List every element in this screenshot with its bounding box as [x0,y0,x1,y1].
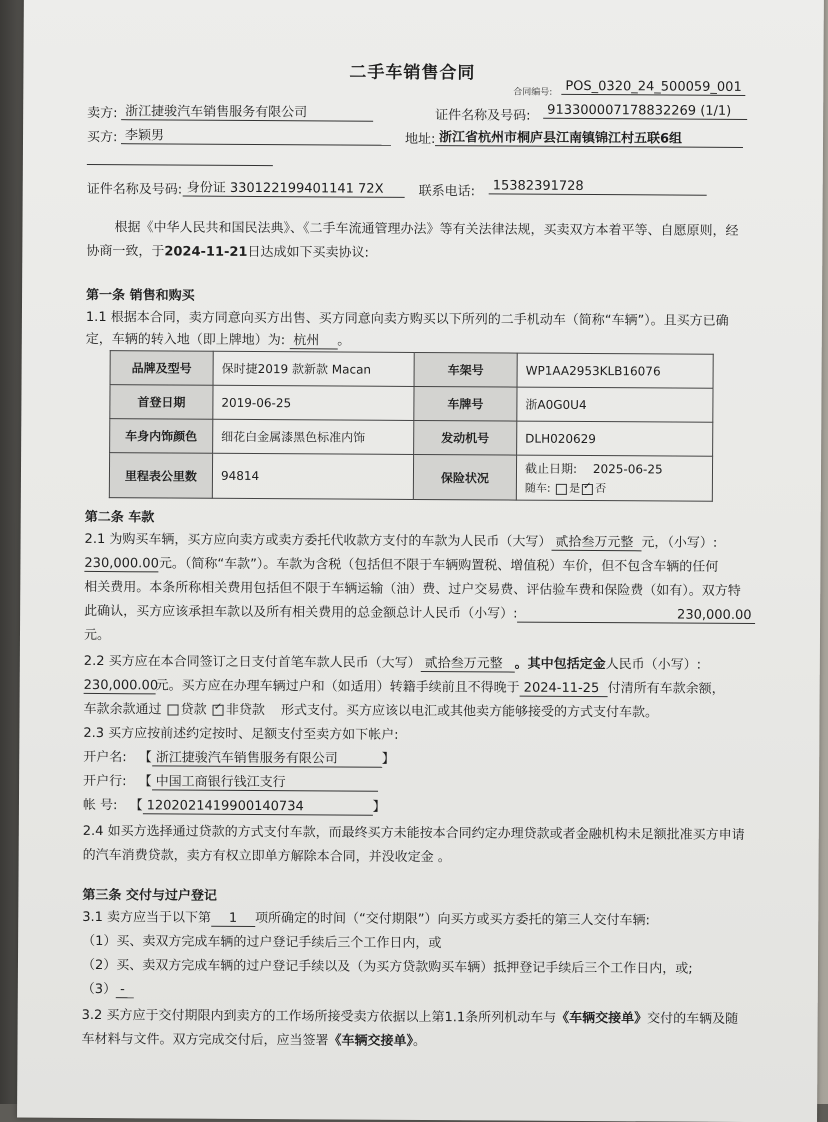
seller-name: 浙江捷骏汽车销售服务有限公司 [121,100,373,122]
plate-value: 浙A0G0U4 [517,387,713,422]
article-1-heading: 第一条 销售和购买 [86,287,195,304]
brand-value: 保时捷2019 款新款 Macan [213,351,414,386]
article-2-p3: 2.3 买方应按前述约定按时、足额支付至卖方如下帐户: [83,725,399,743]
p22-a: 2.2 买方应在本合同签订之日支付首笔车款人民币（大写） [83,653,421,671]
vehicle-info-table [109,350,714,502]
p21-a: 2.1 为购买车辆，买方应向卖方或卖方委托代收款方支付的车款为人民币（大写） [84,531,552,550]
article-2-p4-line1: 2.4 如买方选择通过贷款的方式支付车款，而最终买方未能按本合同约定办理贷款或者金融机构未足额批准买方申请 [82,823,745,843]
engine-value: DLH020629 [517,421,713,456]
handover-doc-ref: 《车辆交接单》 [556,1010,648,1027]
article-3-p1 [82,906,650,929]
with-car-label: 随车: [524,481,551,495]
p32-d: 。 [413,1033,427,1050]
article-2-p2-line3 [83,698,658,721]
delivery-option-1: （1）买、卖双方完成车辆的过户登记手续后三个工作日内，或 [82,933,442,952]
contract-paper [17,0,824,1122]
delivery-item-no: 1 [211,911,255,927]
intro-line-1: 根据《中华人民共和国民法典》、《二手车流通管理办法》等有关法律法规，买卖双方本着平等、自愿原则，经 [114,220,739,239]
vin-label: 车架号 [414,352,517,387]
p21-b: 元，（小写）: [641,535,718,551]
color-value: 细花白金属漆黑色标准内饰 [213,419,414,454]
table-row [110,385,713,423]
delivery-option-3 [82,978,134,998]
article-2-p1-line2 [84,552,718,576]
opt3-value: - [116,982,134,998]
p22-g: 形式支付。买方应该以电汇或其他卖方能够接受的方式支付车款。 [280,703,659,721]
contract-title: 二手车销售合同 [349,62,476,84]
delivery-option-2: （2）买、卖双方完成车辆的过户登记手续以及（为买方贷款购买车辆）抵押登记手续后三个工作日内，或; [81,957,693,977]
registration-city: 杭州 [289,329,337,349]
intro-suffix: 日达成如下买卖协议: [247,244,369,261]
p22-f: 车款余款通过 [83,701,162,718]
buyer-name: 李颖男 [121,124,391,146]
p32-a: 3.2 买方应于交付期限内到卖方的工作场所接受卖方依据以上第1.1条所列机动车与 [81,1007,557,1026]
table-row [110,351,713,389]
checkbox-yes[interactable] [556,483,567,494]
table-row [110,419,713,457]
article-2-heading: 第二条 车款 [84,509,155,526]
buyer-address-label: 地址: [404,131,436,148]
city-prefix: 定，车辆的转入地（即上牌地）为: [85,331,286,349]
checkbox-no[interactable] [582,483,593,494]
account-no-label: 帐 号: [82,797,118,814]
p22-lower: 230,000.00 [83,677,159,694]
insurance-value [516,455,712,501]
handover-doc-ref-2: 《车辆交接单》 [328,1033,414,1049]
checkbox-nonloan[interactable] [213,705,224,716]
buyer-address: 浙江省杭州市桐庐县江南镇锦江村五联6组 [435,126,743,148]
table-row [109,453,712,502]
opt3-label: （3） [81,981,117,998]
opt-yes: 是 [569,481,581,495]
brand-label: 品牌及型号 [110,351,213,386]
bank-row: 开户行: 【 中国工商银行钱江支行 [83,770,378,792]
article-3-p2-line1 [82,1004,739,1027]
account-name-row: 开户名: 【 浙江捷骏汽车销售服务有限公司 】 [83,746,395,768]
intro-prefix: 协商一致，于 [86,243,165,260]
article-2-p1-line1 [85,528,718,552]
mileage-label: 里程表公里数 [109,453,212,499]
seller-label: 卖方: [87,105,118,122]
article-1-p1: 1.1 根据本合同，卖方同意向买方出售、买方同意向卖方购买以下所列的二手机动车（简称“车辆”）。且买方已确 [85,309,729,329]
opt-nonloan: 非贷款 [225,702,265,719]
checkbox-loan[interactable] [168,704,179,715]
seller-id-label: 证件名称及号码: [435,108,531,124]
address-continuation-line [87,164,273,166]
account-no-row: 帐 号: 【 1202021419900140734 】 [82,797,386,815]
account-no: 1202021419900140734 [143,798,373,815]
buyer-label: 买方: [86,129,118,146]
account-name: 浙江捷骏汽车销售服务有限公司 [152,746,382,767]
p21-c: 元。（简称“车款”）。车款为含税（包括但不限于车辆购置税、增值税）车价，但不包含车辆的任何 [158,556,719,575]
reg-date-value: 2019-06-25 [213,385,414,420]
p21-e: 此确认，买方应该承担车款以及所有相关费用的总金额总计人民币（小写）: [84,603,518,622]
contract-no: POS_0320_24_500059_001 [561,79,745,96]
p22-b: 。其中包括定金 [514,656,606,673]
plate-label: 车牌号 [414,386,517,421]
mileage-value: 94814 [212,453,413,499]
article-2-p4-line2: 的汽车消费贷款，卖方有权立即单方解除本合同，并没收定金 。 [82,847,451,866]
insurance-date: 2025-06-25 [592,462,663,477]
opt-loan: 贷款 [180,702,207,718]
buyer-phone: 15382391728 [489,178,707,195]
article-2-p1-line3: 相关费用。本条所称相关费用包括但不限于车辆运输（油）费、过户交易费、评估验车费和保险费（如有）。双方特 [84,579,741,599]
reg-date-label: 首登日期 [110,385,213,420]
article-3-p2-line2 [81,1028,426,1049]
amount-upper: 贰拾叁万元整 [551,531,641,552]
buyer-phone-label: 联系电话: [418,183,476,200]
article-1-p2 [86,328,351,350]
engine-label: 发动机号 [414,420,517,455]
amount-lower: 230,000.00 [84,555,159,572]
city-suffix: 。 [337,333,351,349]
intro-line-2 [86,240,369,261]
article-2-p1-line5: 元。 [83,627,111,644]
color-label: 车身内饰颜色 [110,419,213,454]
account-name-label: 开户名: [83,749,127,766]
bank-label: 开户行: [83,773,127,790]
p22-upper: 贰拾叁万元整 [421,652,515,673]
p22-d: 元。买方应在办理车辆过户和（如适用）转籍手续前且不得晚于 [155,678,520,696]
p32-c: 车材料与文件。双方完成交付后，应当签署 [81,1031,329,1049]
article-2-p2-line1 [84,650,701,674]
contract-no-label: 合同编号: [513,87,553,98]
p32-b: 交付的车辆及随 [647,1011,739,1027]
article-3-heading: 第三条 交付与过户登记 [82,887,217,904]
p31-a: 3.1 卖方应当于以下第 [82,909,212,926]
p31-b: 项所确定的时间（“交付期限”）向买方或买方委托的第三人交付车辆: [255,910,650,929]
bank-name: 中国工商银行钱江支行 [152,770,378,791]
agreement-date: 2024-11-21 [164,244,248,260]
article-2-p2-line2 [84,674,725,698]
buyer-id-value: 身份证 330122199401141 72X [183,177,405,198]
insurance-label: 保险状况 [413,454,516,500]
p22-e: 付清所有车款余额， [607,681,725,697]
article-2-p1-line4 [84,600,756,624]
opt-no: 否 [595,482,607,496]
buyer-id-label: 证件名称及号码: [86,181,183,198]
seller-id-value: 913300007178832269 (1/1) [543,103,747,120]
insurance-date-label: 截止日期: [524,461,578,476]
p22-deadline: 2024-11-25 [520,681,608,698]
vin-value: WP1AA2953KLB16076 [517,353,713,388]
p22-c: 人民币（小写）: [605,657,702,673]
total-amount: 230,000.00 [517,607,755,624]
